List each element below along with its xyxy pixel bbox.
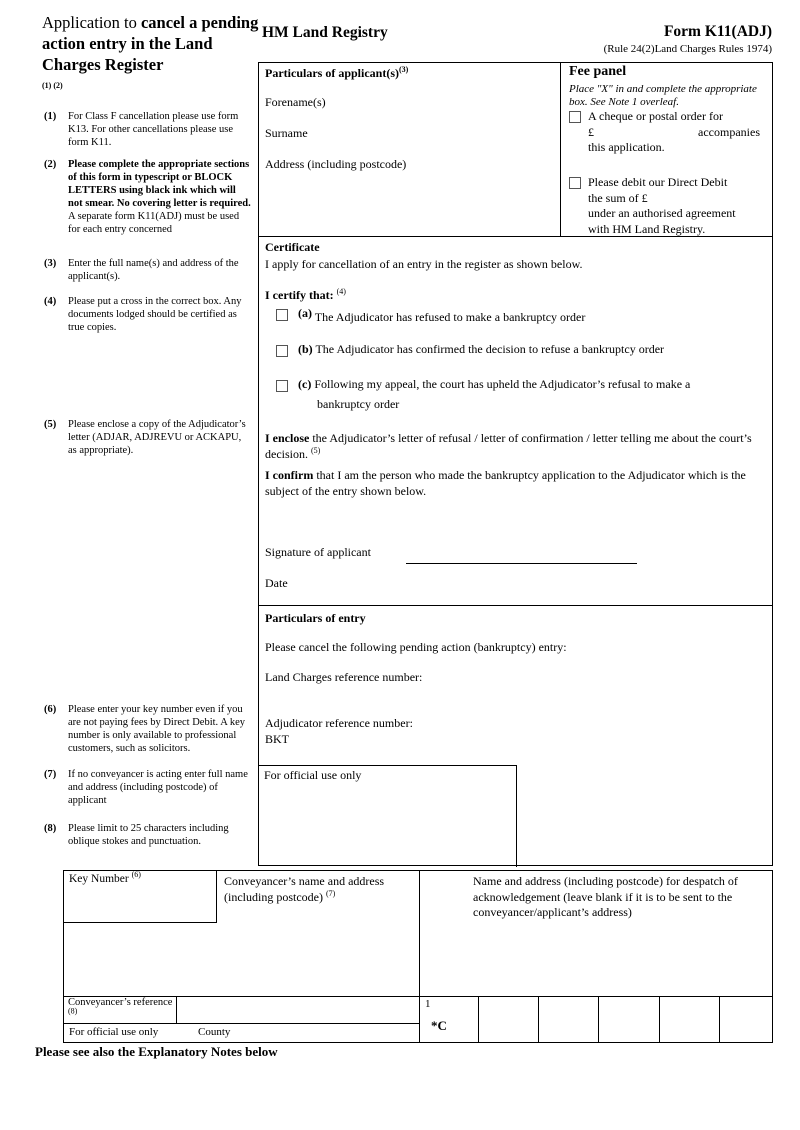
page-title-regular: Application to <box>42 13 141 32</box>
county-label: County <box>198 1026 231 1038</box>
bottom-official-use-label: For official use only <box>69 1026 159 1038</box>
fee-panel <box>561 63 772 237</box>
note-2-text <box>68 158 252 236</box>
direct-debit-line4: with HM Land Registry. <box>588 221 706 236</box>
date-field[interactable] <box>319 574 519 592</box>
forename-label: Forename(s) <box>265 95 326 109</box>
surname-field[interactable] <box>349 124 549 146</box>
despatch-address-field[interactable] <box>424 927 768 993</box>
forename-field[interactable] <box>349 93 549 115</box>
conveyancer-name-label-text: Conveyancer’s name and address (including postcode) <box>224 874 385 904</box>
note-5-text: Please enclose a copy of the Adjudicator’s letter (ADJAR, ADJREVU or ACKAPU, as appropriate). <box>68 419 246 457</box>
certify-that-label <box>265 288 346 304</box>
certify-option-b-letter: (b) <box>298 342 313 356</box>
certify-option-b-checkbox[interactable] <box>276 345 288 357</box>
grid-cell-1[interactable] <box>419 996 478 1042</box>
date-label: Date <box>265 576 288 590</box>
adjudicator-ref-prefix: BKT <box>265 732 289 746</box>
note-4 <box>44 295 252 334</box>
certify-option-a <box>298 306 586 326</box>
note-5 <box>44 418 252 457</box>
conveyancer-reference-field[interactable] <box>177 996 419 1023</box>
cheque-checkbox[interactable] <box>569 111 581 123</box>
note-7-text: If no conveyancer is acting enter full name and address (including postcode) of applicant <box>68 769 248 807</box>
certify-option-c-text2: bankruptcy order <box>317 396 400 411</box>
key-number-box[interactable] <box>64 871 217 923</box>
certify-option-c <box>298 377 768 412</box>
form-number: Form K11(ADJ) <box>663 23 772 40</box>
note-6-number: (6) <box>44 704 57 715</box>
certify-option-c-checkbox[interactable] <box>276 380 288 392</box>
note-6-text: Please enter your key number even if you are not paying fees by Direct Debit. A key number is only available to professional customers, such as solicitors. <box>68 704 245 755</box>
note-1-text: For Class F cancellation please use form K13. For other cancellations please use form K11. <box>68 111 239 149</box>
direct-debit-line1: Please debit our Direct Debit <box>588 175 728 189</box>
main-form-box <box>258 62 773 866</box>
confirm-bold: I confirm <box>265 468 314 482</box>
note-2 <box>44 158 252 236</box>
official-use-label: For official use only <box>264 768 362 782</box>
enclose-note-ref: (5) <box>311 445 321 455</box>
county-field[interactable] <box>244 1024 414 1041</box>
certify-option-a-text: The Adjudicator has refused to make a bankruptcy order <box>314 310 586 324</box>
note-1 <box>44 110 252 149</box>
address-field[interactable] <box>265 177 551 231</box>
fee-panel-instruction: Place "X" in and complete the appropriate box. See Note 1 overleaf. <box>569 83 757 109</box>
certify-note-ref: (4) <box>336 287 346 296</box>
direct-debit-option <box>588 175 770 237</box>
certify-option-c-text: Following my appeal, the court has upheld the Adjudicator’s refusal to make a <box>314 377 691 391</box>
note-3-number: (3) <box>44 258 57 269</box>
enclose-text: the Adjudicator’s letter of refusal / letter of confirmation / letter telling me about the court’s decision. <box>265 431 752 461</box>
note-2-bold-text: Please complete the appropriate sections of this form in typescript or BLOCK LETTERS using black ink which will not smear. No covering letter is required. <box>68 159 251 210</box>
official-use-box <box>259 765 517 867</box>
certify-option-c-letter: (c) <box>298 377 312 391</box>
note-8-text: Please limit to 25 characters including oblique stokes and punctuation. <box>68 823 229 848</box>
enclose-paragraph <box>265 431 769 462</box>
grid-cell-5[interactable] <box>659 996 719 1042</box>
note-3-text: Enter the full name(s) and address of the applicant(s). <box>68 258 239 283</box>
page-title <box>42 13 262 76</box>
signature-label: Signature of applicant <box>265 545 371 559</box>
grid-cell-1-number: 1 <box>425 998 431 1010</box>
certificate-section <box>259 237 772 606</box>
key-number-note-ref: (6) <box>131 870 141 880</box>
conveyancer-reference-note-ref: (8) <box>68 1006 78 1016</box>
bottom-table <box>63 870 773 1043</box>
applicant-heading-text: Particulars of applicant(s) <box>265 66 399 80</box>
conveyancer-name-field[interactable] <box>220 911 416 993</box>
explanatory-notes-footer: Please see also the Explanatory Notes below <box>35 1044 278 1059</box>
note-8 <box>44 822 252 848</box>
rule-reference: (Rule 24(2)Land Charges Rules 1974) <box>603 43 772 55</box>
conveyancer-name-label <box>224 874 414 905</box>
signature-line[interactable] <box>406 563 637 564</box>
note-4-text: Please put a cross in the correct box. Any documents lodged should be certified as true copies. <box>68 296 242 334</box>
note-3 <box>44 257 252 283</box>
note-2-number: (2) <box>44 159 57 170</box>
note-7 <box>44 768 252 807</box>
grid-cell-2[interactable] <box>478 996 538 1042</box>
address-label: Address (including postcode) <box>265 157 407 171</box>
confirm-paragraph <box>265 468 769 499</box>
grid-cell-1-code: *C <box>431 1018 447 1033</box>
conveyancer-reference-label <box>68 997 173 1023</box>
cheque-option-line1: A cheque or postal order for <box>588 109 723 123</box>
fee-panel-heading: Fee panel <box>569 64 627 79</box>
certify-option-a-letter: (a) <box>298 306 312 320</box>
note-5-number: (5) <box>44 419 57 430</box>
applicant-section <box>259 63 561 237</box>
note-6 <box>44 703 252 755</box>
cheque-option <box>588 109 768 156</box>
entry-cancel-text: Please cancel the following pending action (bankruptcy) entry: <box>265 640 567 654</box>
note-2-regular-text: A separate form K11(ADJ) must be used for each entry concerned <box>68 211 240 236</box>
note-7-number: (7) <box>44 769 57 780</box>
conveyancer-note-ref: (7) <box>325 888 336 898</box>
conveyancer-reference-label-text: Conveyancer’s reference <box>68 997 173 1008</box>
land-charges-ref-field[interactable] <box>444 668 694 688</box>
certify-option-b-text: The Adjudicator has confirmed the decision to refuse a bankruptcy order <box>315 342 665 356</box>
adjudicator-ref-label: Adjudicator reference number: <box>265 716 413 730</box>
entry-heading: Particulars of entry <box>265 611 366 625</box>
entry-section <box>259 606 772 865</box>
certify-that-text: I certify that: <box>265 288 334 302</box>
despatch-address-label: Name and address (including postcode) for despatch of acknowledgement (leave blank if it is to be sent to the conveyancer/applicant’s address) <box>473 874 738 920</box>
applicant-heading-note-ref: (3) <box>399 65 409 74</box>
confirm-text: that I am the person who made the bankruptcy application to the Adjudicator which is the subject of the entry shown below. <box>265 468 746 498</box>
direct-debit-checkbox[interactable] <box>569 177 581 189</box>
applicant-heading <box>265 66 408 81</box>
certify-option-a-checkbox[interactable] <box>276 309 288 321</box>
title-note-refs: (1) (2) <box>42 81 63 90</box>
note-1-number: (1) <box>44 111 57 122</box>
certificate-apply-text: I apply for cancellation of an entry in the register as shown below. <box>265 257 583 271</box>
surname-label: Surname <box>265 126 308 140</box>
note-4-number: (4) <box>44 296 57 307</box>
cheque-pound-sign: £ <box>588 124 594 139</box>
header-hm-land-registry: HM Land Registry <box>262 24 388 41</box>
enclose-bold: I enclose <box>265 431 310 445</box>
grid-cell-6[interactable] <box>719 996 772 1042</box>
cheque-option-line3: this application. <box>588 140 665 155</box>
note-8-number: (8) <box>44 823 57 834</box>
cheque-accompanies-text: accompanies <box>698 124 760 139</box>
grid-cell-3[interactable] <box>538 996 598 1042</box>
land-charges-ref-label: Land Charges reference number: <box>265 670 423 684</box>
grid-cell-4[interactable] <box>598 996 659 1042</box>
page-title-bold: cancel a pending action entry in the Land Charges Register <box>42 13 259 74</box>
direct-debit-line3: under an authorised agreement <box>588 206 736 221</box>
cheque-option-line2 <box>588 125 760 141</box>
certificate-heading: Certificate <box>265 240 320 254</box>
adjudicator-ref-field[interactable] <box>299 730 549 750</box>
key-number-label <box>69 870 141 885</box>
conveyancer-reference-cell <box>64 996 177 1023</box>
direct-debit-line2: the sum of £ <box>588 190 648 205</box>
key-number-label-text: Key Number <box>69 873 132 885</box>
certify-option-b <box>298 342 664 358</box>
